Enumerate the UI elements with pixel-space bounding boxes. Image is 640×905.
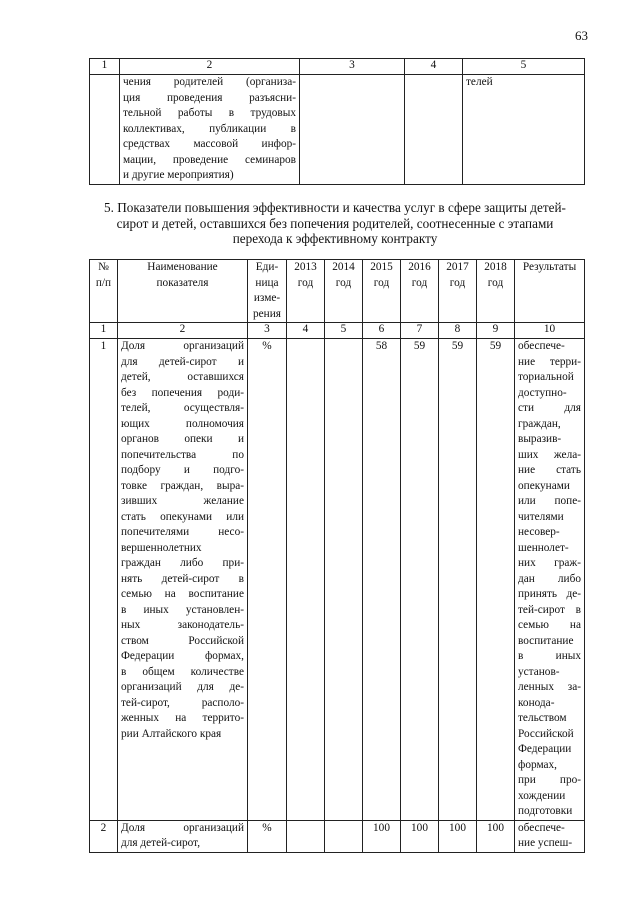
text-line: чителями — [518, 510, 564, 523]
text-line: ных законодатель- — [121, 619, 244, 631]
text-line: коллективах, публикации в — [123, 122, 296, 135]
text-line: сирот и детей, оставшихся без попечения родителей, соотнесенные с этапами — [116, 215, 554, 231]
text-line: товке граждан, выра- — [121, 479, 244, 492]
executors-cell: телей — [463, 75, 585, 185]
indicator-name — [118, 339, 248, 821]
col-number-3: 3 — [248, 323, 287, 339]
text-line: граждан либо при- — [121, 557, 244, 569]
value-2016: 100 — [401, 820, 439, 852]
text-line: ние успеш- — [518, 837, 573, 849]
col-number-5: 5 — [463, 59, 585, 75]
text-line: конода- — [518, 696, 555, 709]
section-title — [80, 200, 590, 247]
col-number-1: 1 — [90, 59, 120, 75]
header-results: Результаты — [515, 260, 585, 323]
text-line: выразив- — [518, 433, 562, 445]
table-row — [90, 339, 585, 821]
text-line: несовер- — [518, 526, 560, 538]
col-number-4: 4 — [287, 323, 325, 339]
text-line: ших жела- — [518, 448, 581, 461]
value-2018: 59 — [477, 339, 515, 821]
text-line: ющих полномочия — [121, 417, 244, 430]
header-2018: 2018 год — [477, 260, 515, 323]
cell-empty — [405, 75, 463, 185]
text-line: опекунами — [518, 479, 570, 492]
page-number: 63 — [575, 28, 588, 43]
value-2017: 100 — [439, 820, 477, 852]
col-number-9: 9 — [477, 323, 515, 339]
indicator-name — [118, 820, 248, 852]
row-number: 2 — [90, 820, 118, 852]
continuation-table — [89, 58, 585, 185]
text-line: подбору и подго- — [121, 464, 244, 476]
header-2017: 2017 год — [439, 260, 477, 323]
text-line: женных на террито- — [121, 712, 244, 724]
text-line: принять де- — [518, 588, 581, 600]
text-line: шеннолет- — [518, 541, 569, 554]
text-line: подготовки — [518, 805, 573, 817]
col-number-5: 5 — [325, 323, 363, 339]
row-number: 1 — [90, 339, 118, 821]
text-line: ством Российской — [121, 634, 244, 647]
text-line: тельной работы в трудовых — [123, 107, 296, 119]
text-line: в общем количестве — [121, 665, 244, 678]
header-2015: 2015 год — [363, 260, 401, 323]
text-line: хождении — [518, 789, 566, 802]
text-line: или попе- — [518, 495, 581, 507]
text-line: ция проведения разъясни- — [123, 91, 296, 104]
unit-value: % — [248, 339, 287, 821]
text-line: чения родителей (организа- — [123, 76, 296, 88]
text-line: установ- — [518, 665, 560, 678]
text-line: мации, проведение семинаров — [123, 153, 296, 166]
text-line: детей, оставшихся — [121, 371, 244, 383]
text-line: стать опекунами или — [121, 510, 244, 523]
col-number-7: 7 — [401, 323, 439, 339]
text-line: средствах массовой инфор- — [123, 138, 296, 150]
table-row — [90, 75, 585, 185]
header-unit: Еди-ница изме-рения — [248, 260, 287, 323]
text-line: перехода к эффективному контракту — [232, 231, 438, 246]
text-line: попечителями несо- — [121, 526, 244, 538]
indicators-table — [89, 259, 585, 853]
col-number-4: 4 — [405, 59, 463, 75]
col-number-3: 3 — [300, 59, 405, 75]
text-line: телей, осуществля- — [121, 402, 244, 414]
text-line: при про- — [518, 774, 581, 786]
header-row — [90, 260, 585, 323]
text-line: семью на — [518, 619, 581, 631]
header-2014: 2014 год — [325, 260, 363, 323]
text-line: граждан, — [518, 417, 561, 430]
col-number-1: 1 — [90, 323, 118, 339]
value-2018: 100 — [477, 820, 515, 852]
text-line: организаций для де- — [121, 681, 244, 693]
header-num: № п/п — [90, 260, 118, 323]
column-number-row — [90, 323, 585, 339]
text-line: попечительства по — [121, 448, 244, 461]
value-2013 — [287, 820, 325, 852]
text-line: Доля организаций — [121, 821, 244, 834]
text-line: зивших желание — [121, 495, 244, 507]
text-line: ние терри- — [518, 355, 581, 368]
text-line: для детей-сирот и — [121, 355, 244, 368]
text-line: формах, — [518, 758, 558, 771]
unit-value: % — [248, 820, 287, 852]
text-line: нять детей-сирот в — [121, 572, 244, 585]
text-line: вершеннолетних — [121, 541, 202, 554]
text-line: Федерации — [518, 743, 572, 755]
value-2016: 59 — [401, 339, 439, 821]
header-2013: 2013 год — [287, 260, 325, 323]
col-number-2: 2 — [118, 323, 248, 339]
text-line: без попечения роди- — [121, 386, 244, 399]
text-line: сти для — [518, 402, 581, 414]
text-line: Российской — [518, 727, 574, 740]
value-2017: 59 — [439, 339, 477, 821]
text-line: обеспече- — [518, 821, 565, 834]
text-line: обеспече- — [518, 340, 565, 352]
text-line: и другие мероприятия) — [123, 169, 234, 181]
column-number-row — [90, 59, 585, 75]
col-number-6: 6 — [363, 323, 401, 339]
results-text — [515, 820, 585, 852]
value-2015: 100 — [363, 820, 401, 852]
text-line: семью на воспитание — [121, 588, 244, 600]
table-row — [90, 820, 585, 852]
text-line: Федерации формах, — [121, 650, 244, 662]
value-2015: 58 — [363, 339, 401, 821]
text-line: ленных за- — [518, 681, 581, 693]
text-line: Доля организаций — [121, 340, 244, 352]
col-number-2: 2 — [120, 59, 300, 75]
header-indicator-name: Наименование показателя — [118, 260, 248, 323]
text-line: них граж- — [518, 557, 581, 569]
text-line: доступно- — [518, 386, 567, 399]
col-number-8: 8 — [439, 323, 477, 339]
text-line: в иных установлен- — [121, 603, 244, 616]
value-2014 — [325, 820, 363, 852]
text-line: рии Алтайского края — [121, 727, 222, 740]
text-line: 5. Показатели повышения эффективности и качества услуг в сфере защиты детей- — [104, 200, 566, 215]
text-line: ториальной — [518, 371, 574, 383]
text-line: тельством — [518, 712, 567, 724]
header-2016: 2016 год — [401, 260, 439, 323]
value-2014 — [325, 339, 363, 821]
text-line: для детей-сирот, — [121, 837, 201, 849]
text-line: органов опеки и — [121, 433, 244, 445]
col-number-10: 10 — [515, 323, 585, 339]
text-line: тей-сирот, располо- — [121, 696, 244, 709]
text-line: в иных — [518, 650, 581, 662]
text-line: тей-сирот в — [518, 603, 581, 616]
value-2013 — [287, 339, 325, 821]
cell-empty — [90, 75, 120, 185]
results-text — [515, 339, 585, 821]
measure-description-cell — [120, 75, 300, 185]
text-line: дан либо — [518, 572, 581, 585]
text-line: воспитание — [518, 634, 574, 647]
cell-empty — [300, 75, 405, 185]
text-line: ние стать — [518, 464, 581, 476]
